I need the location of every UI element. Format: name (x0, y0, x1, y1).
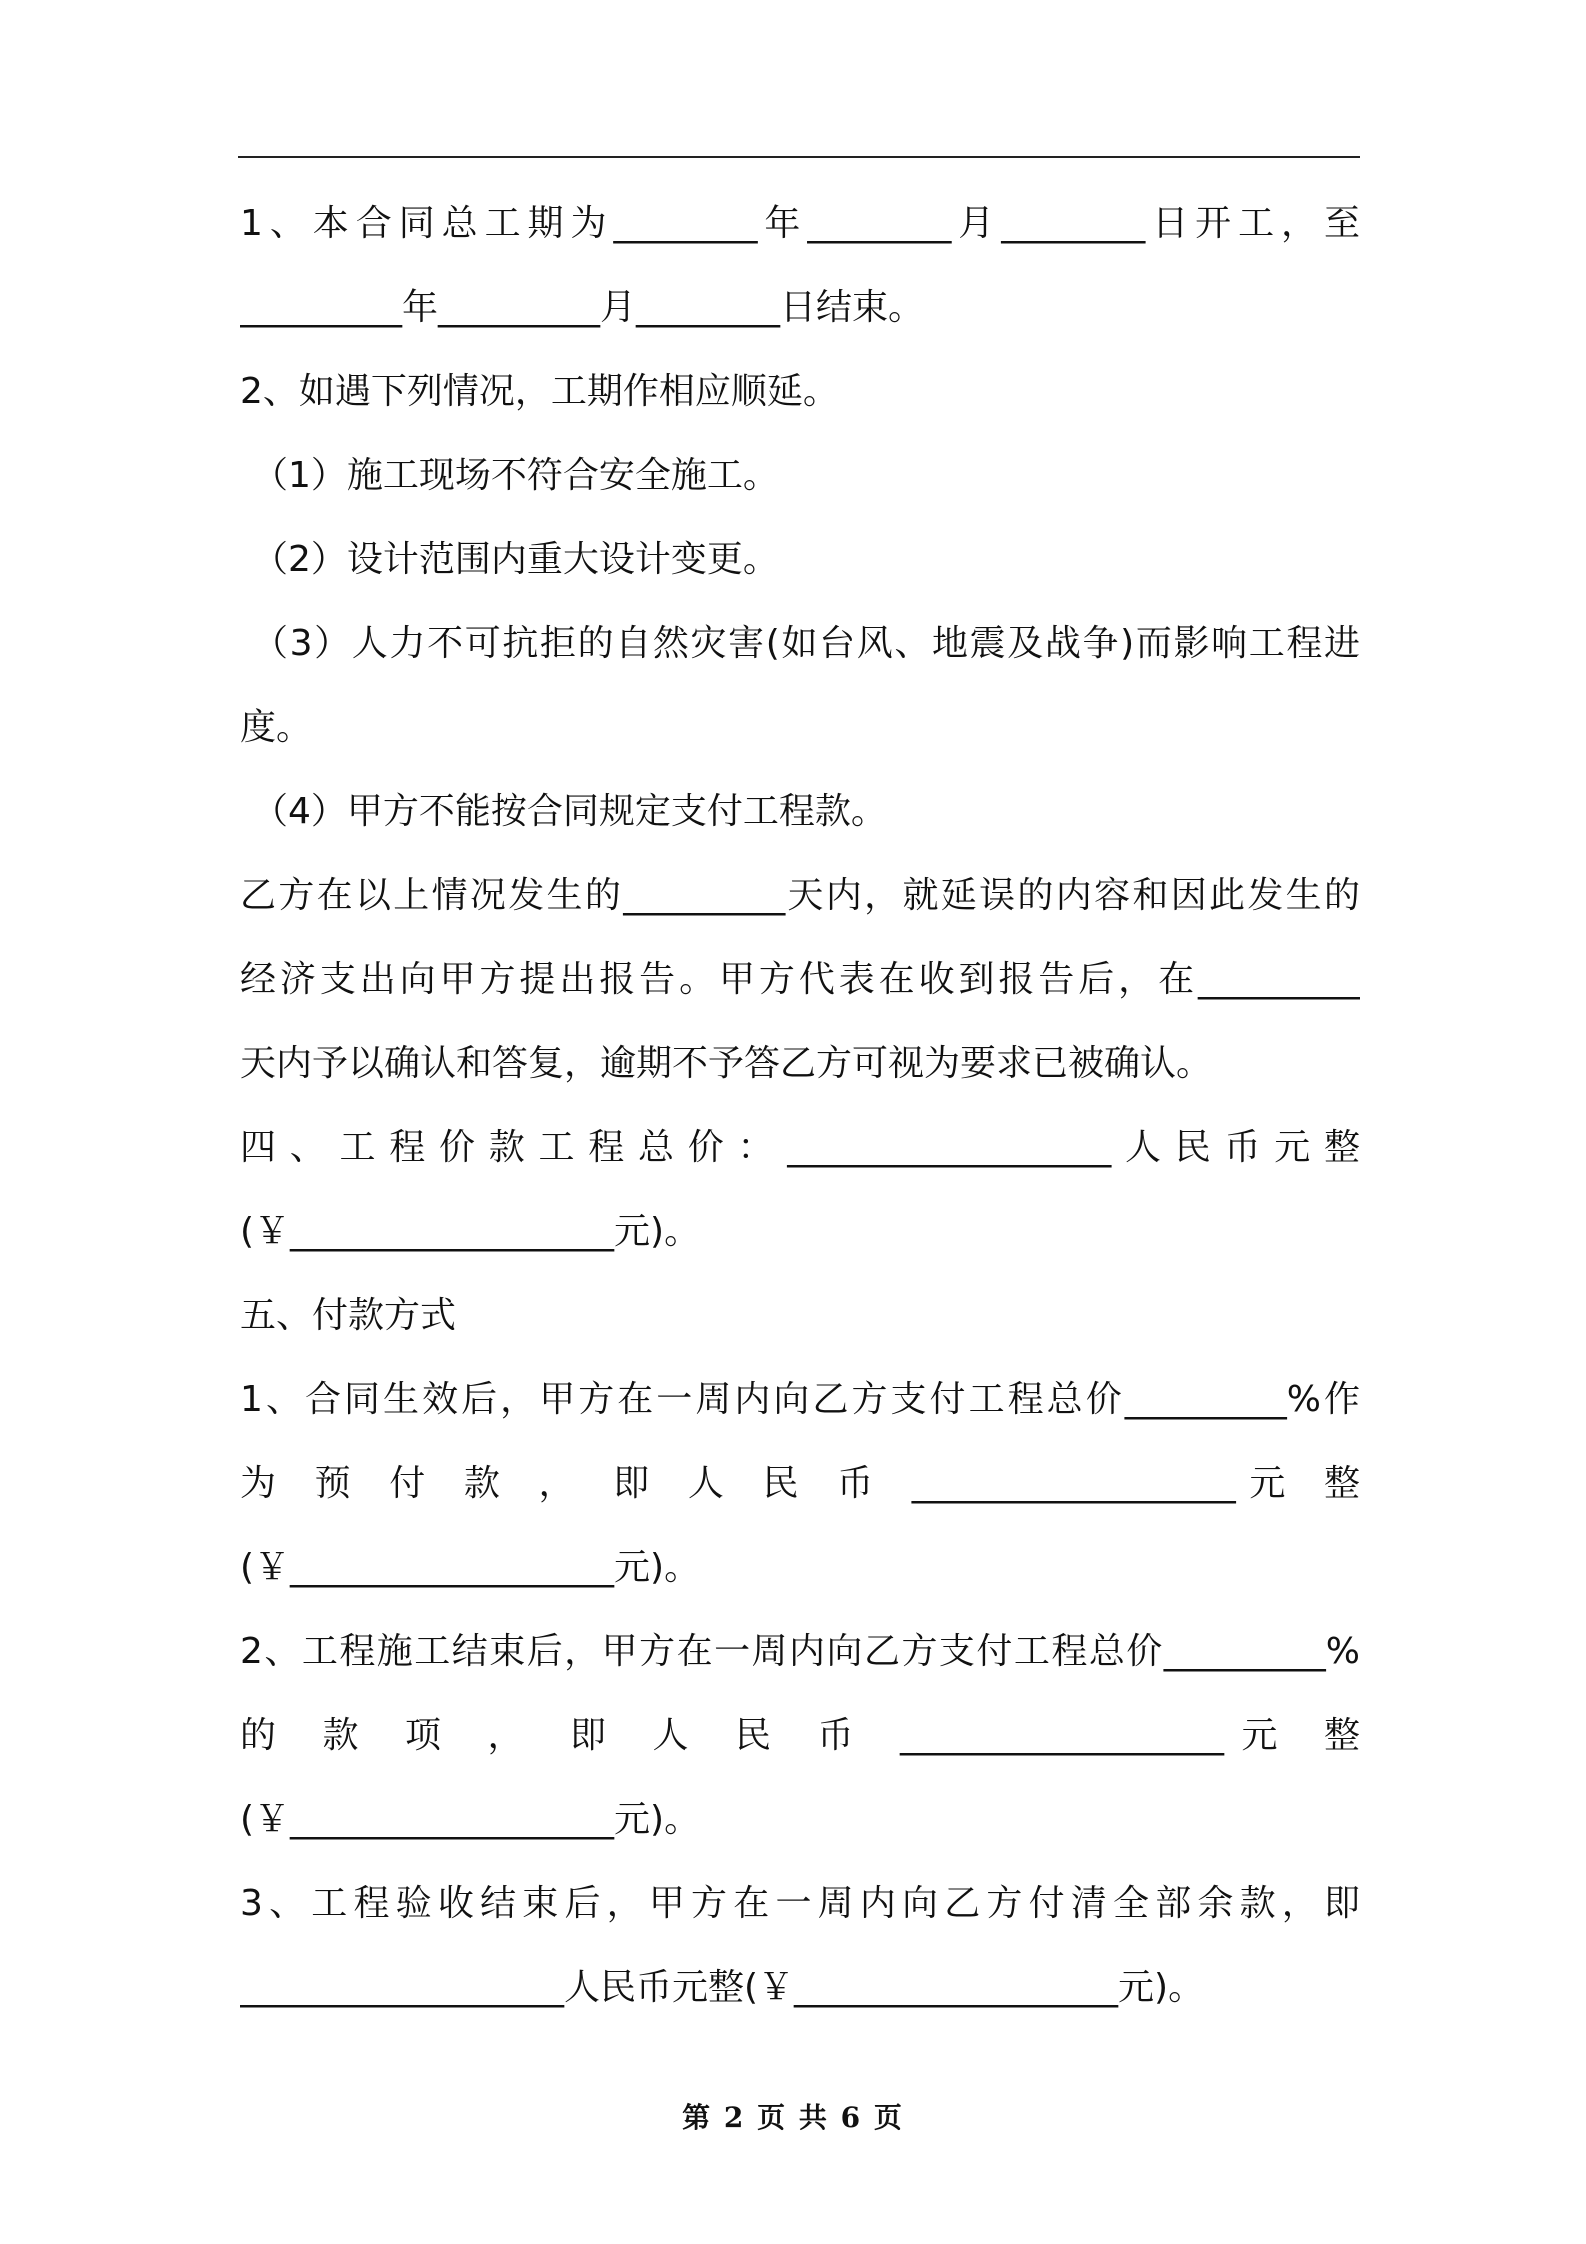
payment-2-line-3: (￥__________________元)。 (240, 1799, 701, 1840)
payment-3-line-1: 3、工程验收结束后，甲方在一周内向乙方付清全部余款，即 (240, 1883, 1360, 1924)
page-number-footer: 第 2 页 共 6 页 (682, 2101, 904, 2134)
extension-item-2: （2）设计范围内重大设计变更。 (252, 539, 779, 580)
payment-3-line-2: __________________人民币元整(￥__________________元)。 (240, 1967, 1205, 2008)
clause-2-extension-heading: 2、如遇下列情况，工期作相应顺延。 (240, 371, 839, 412)
payment-2-line-1: 2、工程施工结束后，甲方在一周内向乙方支付工程总价_________% (240, 1631, 1360, 1672)
payment-1-line-1: 1、合同生效后，甲方在一周内向乙方支付工程总价_________%作 (240, 1379, 1360, 1420)
report-paragraph-line-1: 乙方在以上情况发生的_________天内，就延误的内容和因此发生的 (240, 875, 1360, 916)
payment-1-line-2: 为 预 付 款 ， 即 人 民 币 __________________元 整 (240, 1463, 1360, 1504)
clause-1-duration-line-1: 1、本合同总工期为________年________月________日开工，至 (240, 203, 1360, 244)
section-5-heading: 五、付款方式 (240, 1295, 457, 1336)
document-body (240, 182, 1360, 2030)
report-paragraph-line-2: 经济支出向甲方提出报告。甲方代表在收到报告后，在_________ (240, 959, 1360, 1000)
report-paragraph-line-3: 天内予以确认和答复，逾期不予答乙方可视为要求已被确认。 (240, 1043, 1213, 1084)
extension-item-3-line-1: （3）人力不可抗拒的自然灾害(如台风、地震及战争)而影响工程进 (252, 623, 1360, 664)
payment-2-line-2: 的 款 项 ， 即 人 民 币 __________________元 整 (240, 1715, 1360, 1756)
payment-1-line-3: (￥__________________元)。 (240, 1547, 701, 1588)
extension-item-4: （4）甲方不能按合同规定支付工程款。 (252, 791, 887, 832)
header-rule (238, 156, 1360, 158)
extension-item-1: （1）施工现场不符合安全施工。 (252, 455, 779, 496)
clause-1-duration-line-2: _________年_________月________日结束。 (240, 287, 925, 328)
extension-item-3-line-2: 度。 (240, 707, 313, 748)
section-4-price-line-1: 四、工程价款工程总价：__________________人民币元整 (240, 1127, 1360, 1168)
section-4-price-line-2: (￥__________________元)。 (240, 1211, 701, 1252)
